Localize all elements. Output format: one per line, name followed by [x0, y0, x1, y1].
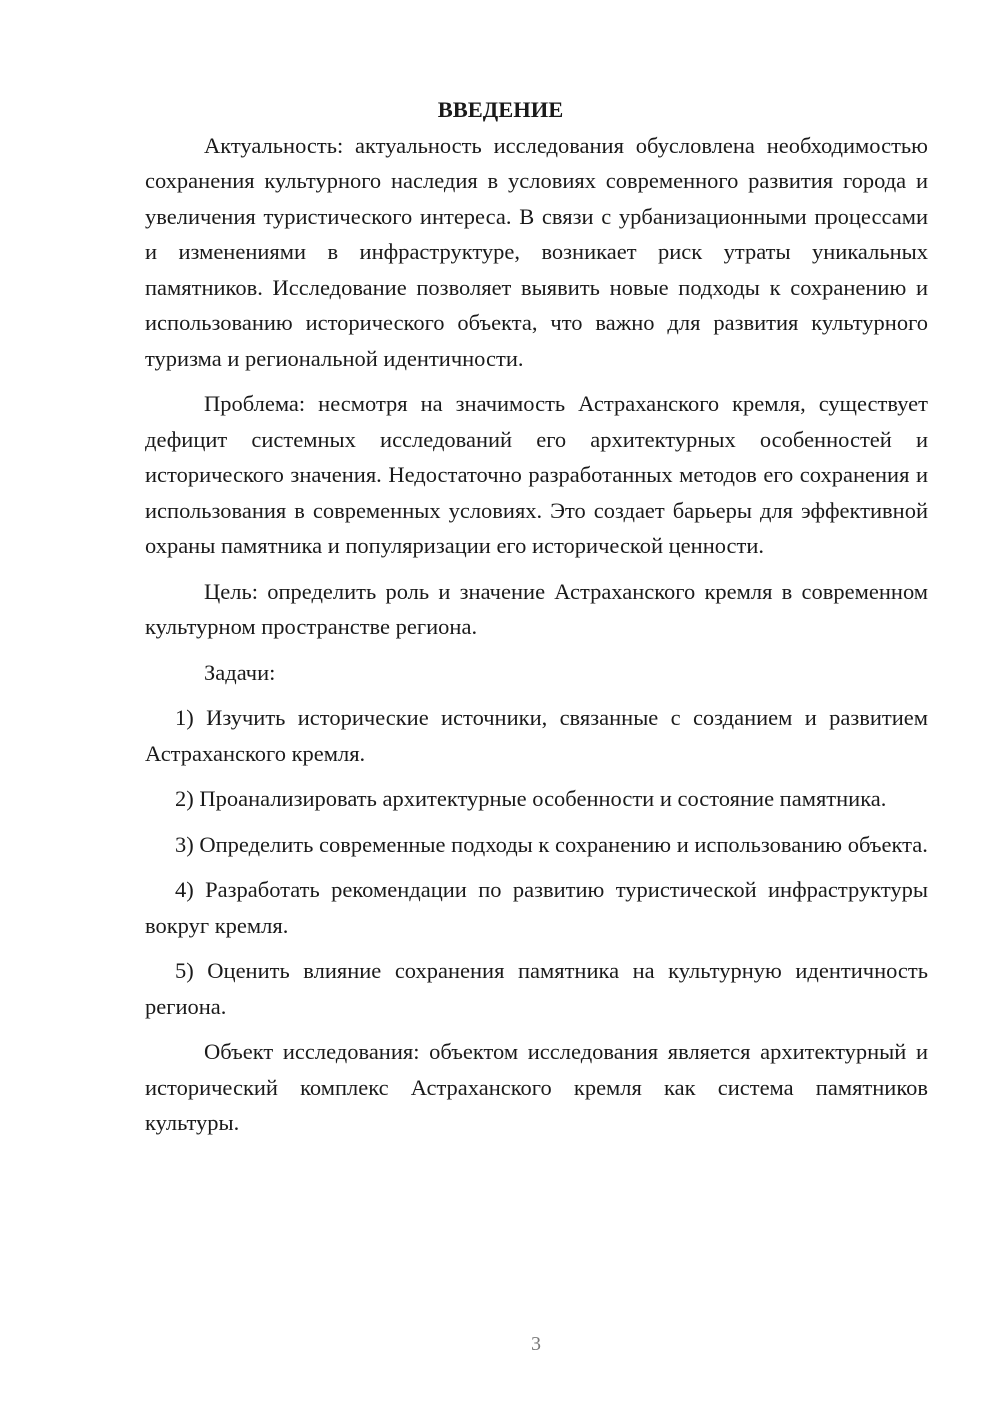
paragraph-problem: Проблема: несмотря на значимость Астраханского кремля, существует дефицит системных исследований его архитектурных особенностей и исторического значения. Недостаточно разработанных методов его сохранения и использования в современных условиях. Это создает барьеры для эффективной охраны памятника и популяризации его исторической ценности.: [145, 391, 928, 558]
paragraph-goal: Цель: определить роль и значение Астраханского кремля в современном культурном пространстве региона.: [145, 578, 928, 639]
task-item-4: 4) Разработать рекомендации по развитию туристической инфраструктуры вокруг кремля.: [145, 877, 928, 938]
document-body: [145, 92, 928, 1141]
tasks-label: Задачи:: [204, 659, 276, 685]
task-item-2: 2) Проанализировать архитектурные особенности и состояние памятника.: [175, 786, 887, 811]
task-item-5: 5) Оценить влияние сохранения памятника на культурную идентичность региона.: [145, 958, 928, 1019]
task-item-3: 3) Определить современные подходы к сохранению и использованию объекта.: [175, 831, 928, 857]
page-number: 3: [531, 1333, 541, 1355]
section-heading: ВВЕДЕНИЕ: [437, 97, 564, 122]
paragraph-object: Объект исследования: объектом исследования является архитектурный и исторический комплекс Астраханского кремля как система памятников культуры.: [145, 1039, 928, 1135]
paragraph-relevance: Актуальность: актуальность исследования обусловлена необходимостью сохранения культурного наследия в условиях современного развития города и увеличения туристического интереса. В связи с урбанизационными процессами и изменениями в инфраструктуре, возникает риск утраты уникальных памятников. Исследование позволяет выявить новые подходы к сохранению и использованию исторического объекта, что важно для развития культурного туризма и региональной идентичности.: [145, 132, 928, 371]
task-item-1: 1) Изучить исторические источники, связанные с созданием и развитием Астраханского кремля.: [145, 705, 928, 766]
